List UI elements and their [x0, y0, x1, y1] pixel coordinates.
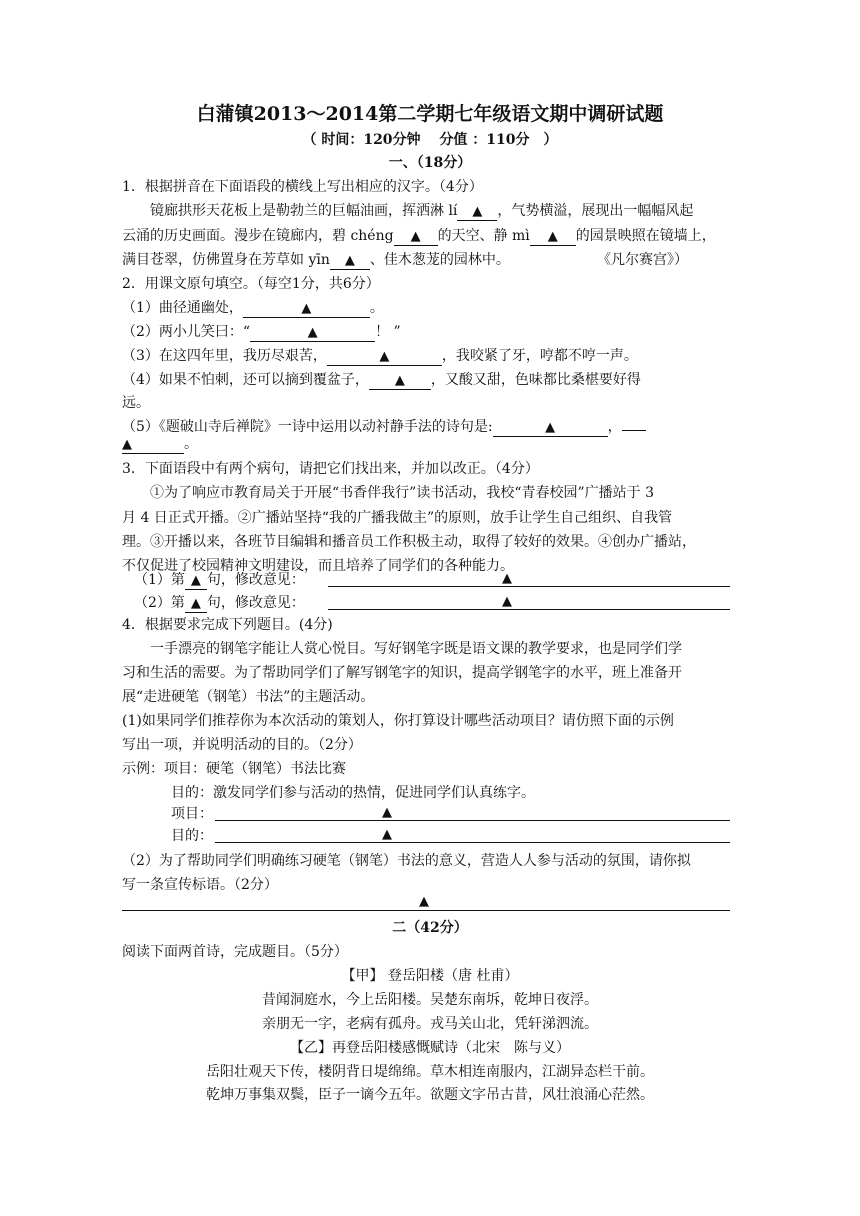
q3-passage-line-4: 不仅促进了校园精神文明建设，而且培养了同学们的各种能力。 [122, 558, 514, 574]
answer-marker-icon: ▲ [379, 349, 390, 364]
q2-item-5-cont [122, 434, 198, 454]
q4-passage-line-1: 一手漂亮的钢笔字能让人赏心悦目。写好钢笔字既是语文课的教学要求，也是同学们学 [150, 641, 682, 657]
section-two-heading: 二（42分） [392, 920, 468, 936]
q2-text: （3）在这四年里，我历尽艰苦， [122, 348, 327, 364]
answer-marker-icon: ▲ [307, 325, 318, 340]
q4-sub1-line-2: 写出一项，并说明活动的目的。（2分） [122, 737, 362, 753]
q4-passage-line-2: 习和生活的需要。为了帮助同学们了解写钢笔字的知识，提高学钢笔字的水平，班上准备开 [122, 665, 682, 681]
q1-passage-line-1 [150, 201, 693, 221]
answer-line[interactable] [328, 586, 730, 587]
q4-item-label: 项目： [171, 806, 213, 822]
answer-marker-icon: ▲ [547, 229, 558, 244]
poem-yi-title: 【乙】再登岳阳楼感慨赋诗（北宋 陈与义） [290, 1040, 570, 1056]
poem-yi-line-1: 岳阳壮观天下传，楼阴背日堤绵绵。草木相连南服内，江湖异态栏干前。 [206, 1064, 654, 1080]
answer-marker-icon: ▲ [190, 596, 201, 611]
answer-marker-icon: ▲ [545, 420, 556, 435]
q2-text: （5）《题破山寺后禅院》一诗中运用以动衬静手法的诗句是: [122, 419, 493, 435]
q2-item-4-cont: 远。 [122, 395, 150, 411]
answer-marker-icon: ▲ [190, 573, 201, 588]
answer-blank[interactable] [493, 419, 608, 437]
q1-text: 镜廊拱形天花板上是勒勃兰的巨幅油画，挥洒淋 lí [150, 203, 458, 219]
q1-source: 《凡尔赛宫》） [597, 252, 688, 268]
q3-passage-line-2: 月 4 日正式开播。②广播站坚持“我的广播我做主”的原则，放手让学生自己组织、自我管 [122, 510, 673, 526]
q2-text: （1）曲径通幽处， [122, 300, 243, 316]
answer-line[interactable] [215, 820, 730, 821]
answer-blank[interactable] [394, 228, 438, 246]
q3-text: （1）第 [134, 572, 185, 588]
poem-jia-title: 【甲】 登岳阳楼（唐 杜甫） [341, 968, 519, 984]
answer-marker-icon: ▲ [394, 373, 405, 388]
answer-blank[interactable] [122, 436, 184, 454]
section-two-intro: 阅读下面两首诗，完成题目。（5分） [122, 944, 348, 960]
q2-text: 。 [369, 300, 384, 316]
exam-title: 白蒲镇2013～2014第二学期七年级语文期中调研试题 [196, 103, 664, 125]
q2-text: ，又酸又甜，色味都比桑椹要好得 [430, 372, 641, 388]
exam-subtitle: （ 时间：120分钟 分值 ：110分 ） [302, 132, 558, 148]
q1-text: ，气势横溢，展现出一幅幅风起 [497, 203, 694, 219]
q3-answer-1 [134, 570, 305, 590]
answer-blank[interactable] [185, 572, 207, 590]
answer-line[interactable] [328, 609, 730, 610]
q3-text: 句，修改意见： [206, 572, 305, 588]
q2-item-5 [122, 417, 646, 437]
answer-blank[interactable] [530, 228, 576, 246]
q2-text: ，我咬紧了牙，哼都不哼一声。 [441, 348, 638, 364]
q2-item-3 [122, 346, 638, 366]
poem-yi-line-2: 乾坤万事集双鬓，臣子一谪今五年。欲题文字吊古昔，风壮浪涌心茫然。 [206, 1087, 654, 1103]
q3-text: 句，修改意见： [206, 595, 305, 611]
q1-passage-line-3 [122, 250, 510, 270]
answer-marker-icon: ▲ [301, 301, 312, 316]
section-one-heading: 一、（18分） [388, 155, 472, 171]
q4-example-item: 示例：项目：硬笔（钢笔）书法比赛 [122, 761, 346, 777]
answer-blank[interactable] [250, 324, 375, 342]
q4-stem: 4．根据要求完成下列题目。(4分) [122, 617, 333, 633]
answer-line[interactable] [122, 910, 730, 911]
q3-passage-line-1: ①为了响应市教育局关于开展“书香伴我行”读书活动，我校“青春校园”广播站于 3 [150, 485, 654, 501]
q3-stem: 3．下面语段中有两个病句，请把它们找出来，并加以改正。（4分） [122, 461, 539, 477]
answer-blank[interactable] [185, 595, 207, 613]
answer-blank[interactable] [330, 252, 370, 270]
answer-blank[interactable] [457, 203, 497, 221]
q3-passage-line-3: 理。③开播以来，各班节目编辑和播音员工作积极主动，取得了较好的效果。④创办广播站， [122, 534, 696, 550]
q4-sub2-line-2: 写一条宣传标语。（2分） [122, 877, 278, 893]
q1-passage-line-2 [122, 226, 716, 246]
q3-answer-2 [134, 593, 305, 613]
answer-line[interactable] [215, 842, 730, 843]
q4-sub1-line-1: (1)如果同学们推荐你为本次活动的策划人，你打算设计哪些活动项目？请仿照下面的示例 [122, 713, 674, 729]
q2-stem: 2．用课文原句填空。（每空1分，共6分） [122, 276, 380, 292]
answer-marker-icon: ▲ [122, 437, 132, 452]
answer-marker-icon: ▲ [382, 827, 392, 842]
q1-text: 满目苍翠，仿佛置身在芳草如 yīn [122, 252, 330, 268]
poem-jia-line-2: 亲朋无一字，老病有孤舟。戎马关山北，凭轩涕泗流。 [262, 1016, 598, 1032]
q1-text: 、佳木葱茏的园林中。 [369, 252, 510, 268]
answer-marker-icon: ▲ [502, 594, 512, 609]
answer-blank[interactable] [622, 430, 646, 431]
q2-item-1 [122, 298, 384, 318]
answer-marker-icon: ▲ [344, 253, 355, 268]
answer-marker-icon: ▲ [419, 894, 429, 909]
q1-text: 的园景映照在镜墙上， [575, 228, 716, 244]
poem-jia-line-1: 昔闻洞庭水，今上岳阳楼。吴楚东南坼，乾坤日夜浮。 [262, 992, 598, 1008]
q2-text: （4）如果不怕刺，还可以摘到覆盆子， [122, 372, 369, 388]
q4-sub2-line-1: （2）为了帮助同学们明确练习硬笔（钢笔）书法的意义，营造人人参与活动的氛围，请你拟 [122, 853, 691, 869]
answer-blank[interactable] [243, 300, 370, 318]
q1-text: 云涌的历史画面。漫步在镜廊内，碧 chéng [122, 228, 394, 244]
q4-example-purpose: 目的：激发同学们参与活动的热情，促进同学们认真练字。 [171, 785, 535, 801]
q2-text: ！ ” [375, 324, 401, 340]
answer-blank[interactable] [369, 372, 431, 390]
answer-marker-icon: ▲ [410, 229, 421, 244]
answer-marker-icon: ▲ [502, 571, 512, 586]
q2-item-4 [122, 370, 641, 390]
answer-blank[interactable] [327, 348, 442, 366]
q1-stem: 1．根据拼音在下面语段的横线上写出相应的汉字。（4分） [122, 179, 483, 195]
q2-item-2 [122, 322, 401, 342]
q3-text: （2）第 [134, 595, 185, 611]
q2-text: ， [607, 419, 622, 435]
q2-text: （2）两小儿笑曰：“ [122, 324, 251, 340]
answer-marker-icon: ▲ [382, 805, 392, 820]
q4-passage-line-3: 展“走进硬笔（钢笔）书法”的主题活动。 [122, 689, 375, 705]
answer-marker-icon: ▲ [472, 204, 483, 219]
q2-text: 。 [184, 436, 198, 452]
q4-purpose-label: 目的： [171, 828, 213, 844]
q1-text: 的天空、静 mì [437, 228, 530, 244]
